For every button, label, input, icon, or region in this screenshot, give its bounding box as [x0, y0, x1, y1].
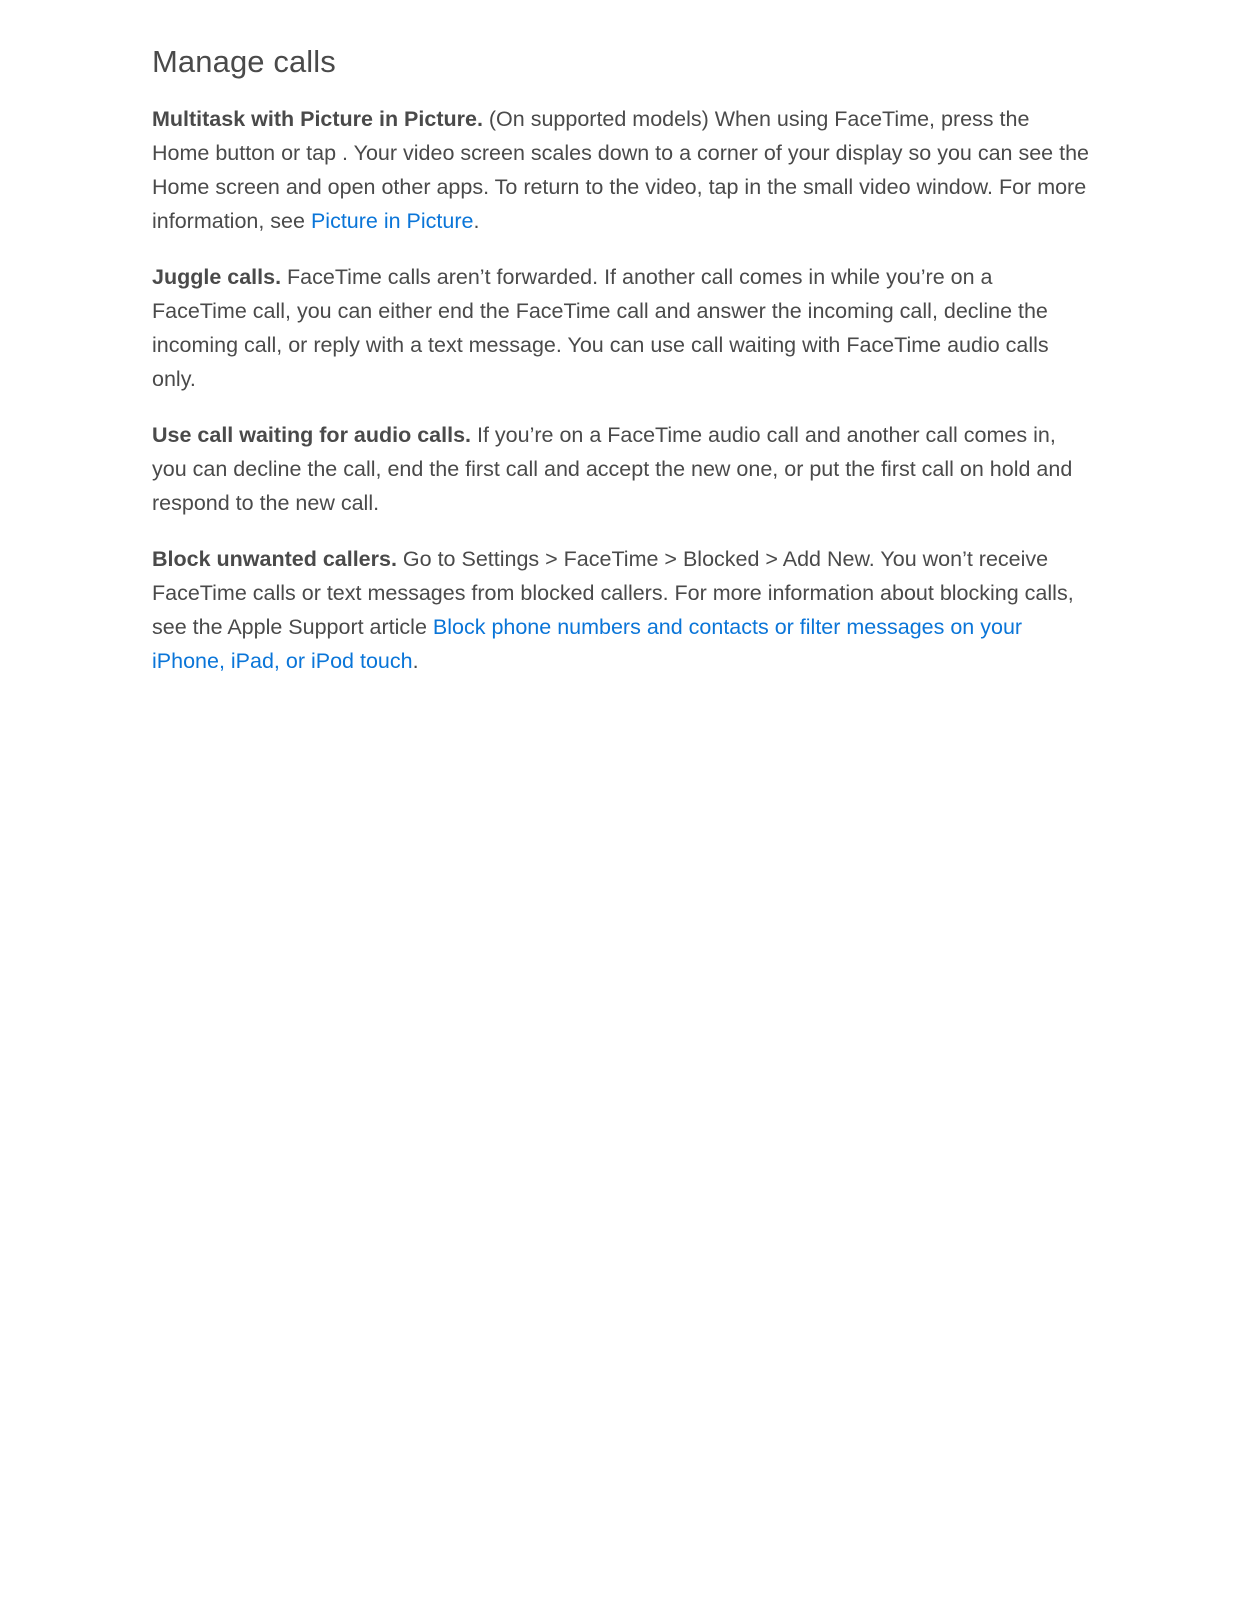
section-lead: Block unwanted callers.: [152, 547, 397, 571]
section-text: (On supported models) When using FaceTime, press the Home button or tap . Your video screen scales down to a corner of your display so you can see the Home screen and open other apps. To return to the video, tap in the small video window. For more information, see: [152, 107, 1089, 233]
section-juggle-calls: [152, 260, 1092, 396]
section-call-waiting: [152, 418, 1092, 520]
section-text-end: .: [412, 649, 419, 673]
page-title: Manage calls: [152, 44, 336, 79]
section-multitask: [152, 102, 1092, 238]
document-page: [152, 40, 1092, 700]
section-text: Go to Settings > FaceTime > Blocked > Add New. You won’t receive FaceTime calls or text messages from blocked callers. For more information about blocking calls, see the Apple Support article: [152, 547, 1074, 639]
block-numbers-support-link[interactable]: Block phone numbers and contacts or filter messages on your iPhone, iPad, or iPod touch: [152, 615, 1023, 673]
section-text-end: .: [473, 209, 480, 233]
section-lead: Multitask with Picture in Picture.: [152, 107, 483, 131]
section-text: If you’re on a FaceTime audio call and another call comes in, you can decline the call, end the first call and accept the new one, or put the first call on hold and respond to the new call.: [152, 423, 1073, 515]
section-text: FaceTime calls aren’t forwarded. If another call comes in while you’re on a FaceTime call, you can either end the FaceTime call and answer the incoming call, decline the incoming call, or reply with a text message. You can use call waiting with FaceTime audio calls only.: [152, 265, 1049, 391]
picture-in-picture-link[interactable]: Picture in Picture: [310, 209, 474, 233]
section-lead: Juggle calls.: [152, 265, 282, 289]
section-block-callers: [152, 542, 1092, 678]
section-lead: Use call waiting for audio calls.: [152, 423, 472, 447]
